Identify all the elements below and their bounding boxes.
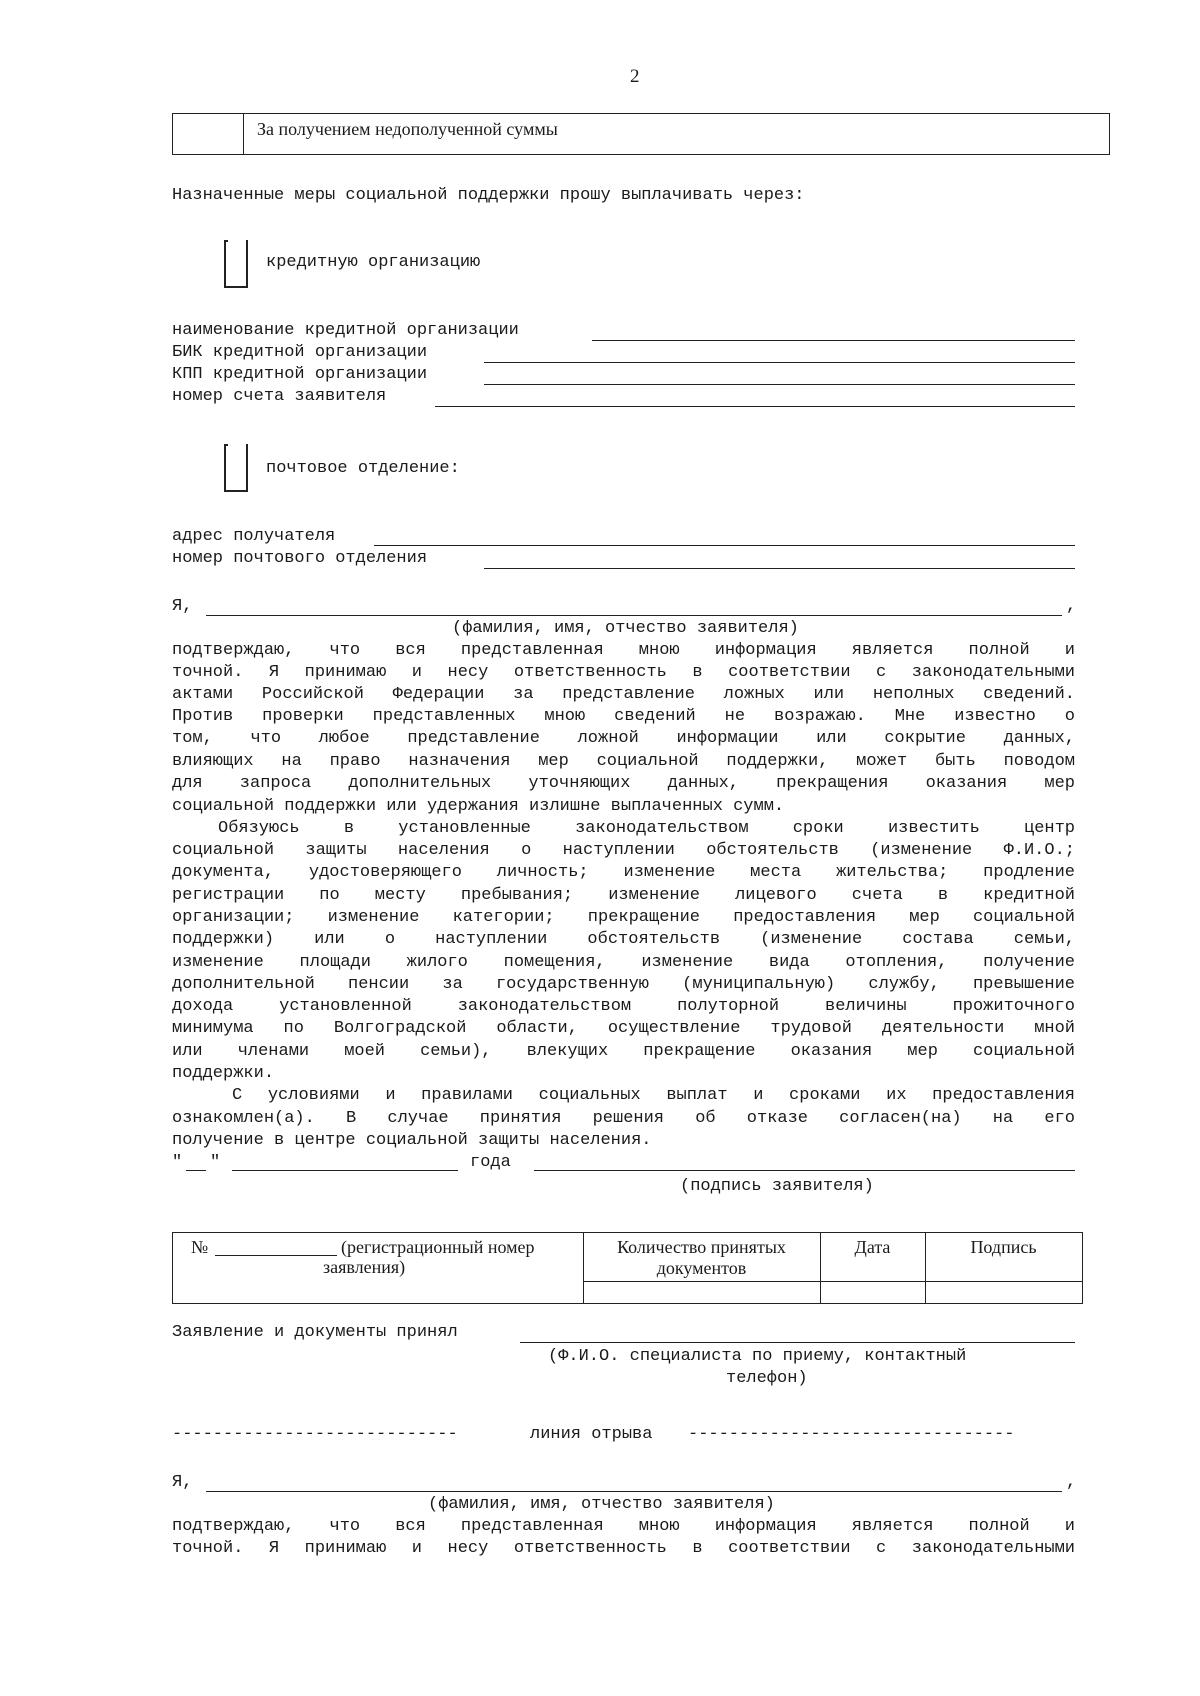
applicant-fio-field[interactable] xyxy=(206,615,1062,616)
declaration-line: дохода установленной законодательством полуторной величины прожиточного xyxy=(172,997,1075,1016)
date-cell[interactable] xyxy=(822,1283,923,1303)
declaration-line: минимума по Волгоградской области, осуществление трудовой деятельности мной xyxy=(172,1019,1075,1038)
account-number-field[interactable] xyxy=(435,406,1075,407)
bank-kpp-field[interactable] xyxy=(484,384,1075,385)
declaration-line: изменение площади жилого помещения, изменение вида отопления, получение xyxy=(172,953,1075,972)
signature-cell[interactable] xyxy=(927,1283,1080,1303)
request-type-table xyxy=(172,113,1110,155)
tearoff-fio-caption: (фамилия, имя, отчество заявителя) xyxy=(428,1495,775,1514)
reg-number-label-2: заявления) xyxy=(323,1257,406,1277)
payment-intro: Назначенные меры социальной поддержки прошу выплачивать через: xyxy=(172,186,805,205)
declaration-line: организации; изменение категории; прекращение предоставления мер социальной xyxy=(172,908,1075,927)
bank-option-label: кредитную организацию xyxy=(266,253,481,272)
received-by-label: Заявление и документы принял xyxy=(172,1323,458,1342)
bank-name-field[interactable] xyxy=(592,340,1075,341)
recipient-address-field[interactable] xyxy=(374,545,1075,546)
signature-caption: (подпись заявителя) xyxy=(680,1177,874,1196)
declaration-line: социальной поддержки или удержания излишне выплаченных сумм. xyxy=(172,797,785,816)
declaration-line: социальной защиты населения о наступлении обстоятельств (изменение Ф.И.О.; xyxy=(172,841,1075,860)
declaration-line: С условиями и правилами социальных выплат и сроками их предоставления xyxy=(232,1086,1075,1105)
declaration-line: подтверждаю, что вся представленная мною информация является полной и xyxy=(172,641,1075,660)
date-header: Дата xyxy=(854,1237,891,1257)
declaration-line: регистрации по месту пребывания; изменение лицевого счета в кредитной xyxy=(172,886,1075,905)
request-type-label: За получением недополученной суммы xyxy=(257,119,558,139)
applicant-signature-field[interactable] xyxy=(534,1170,1075,1171)
post-option-checkbox[interactable] xyxy=(224,444,248,492)
post-option-label: почтовое отделение: xyxy=(266,459,460,478)
tear-line-left: ---------------------------- xyxy=(172,1425,458,1444)
reg-number-sign: № xyxy=(191,1237,209,1257)
declaration-line: для запроса дополнительных уточняющих данных, прекращения оказания мер xyxy=(172,774,1075,793)
declaration-line: документа, удостоверяющего личность; изменение места жительства; продление xyxy=(172,863,1075,882)
tearoff-fio-field[interactable] xyxy=(206,1491,1062,1492)
declaration-line: точной. Я принимаю и несу ответственность в соответствии с законодательными xyxy=(172,663,1075,682)
bank-kpp-label: КПП кредитной организации xyxy=(172,365,428,384)
post-office-number-field[interactable] xyxy=(484,568,1075,569)
reg-number-label: (регистрационный номер xyxy=(341,1237,535,1257)
account-number-label: номер счета заявителя xyxy=(172,387,387,406)
tearoff-line: точной. Я принимаю и несу ответственность в соответствии с законодательными xyxy=(172,1539,1075,1558)
received-by-caption-2: телефон) xyxy=(726,1369,808,1388)
date-quote-open: " xyxy=(172,1153,183,1172)
request-type-checkbox-cell[interactable] xyxy=(173,114,244,154)
declaration-line: актами Российской Федерации за представление ложных или неполных сведений. xyxy=(172,685,1075,704)
tearoff-ya: Я, xyxy=(172,1473,193,1492)
declaration-line: поддержки. xyxy=(172,1064,275,1083)
bank-bik-field[interactable] xyxy=(484,362,1075,363)
declaration-line: поддержки) или о наступлении обстоятельств (изменение состава семьи, xyxy=(172,930,1075,949)
bank-name-label: наименование кредитной организации xyxy=(172,321,519,340)
applicant-fio-caption: (фамилия, имя, отчество заявителя) xyxy=(452,619,799,638)
tearoff-comma: , xyxy=(1066,1473,1077,1492)
applicant-comma: , xyxy=(1066,597,1077,616)
date-year-word: года xyxy=(470,1153,511,1172)
signature-header: Подпись xyxy=(970,1237,1037,1257)
received-by-caption: (Ф.И.О. специалиста по приему, контактный xyxy=(548,1347,967,1366)
bank-option-checkbox[interactable] xyxy=(224,240,248,288)
tearoff-line: подтверждаю, что вся представленная мною информация является полной и xyxy=(172,1517,1075,1536)
tear-line-right: -------------------------------- xyxy=(688,1425,1015,1444)
page-number: 2 xyxy=(630,66,640,87)
reg-number-field[interactable] xyxy=(215,1255,337,1256)
recipient-address-label: адрес получателя xyxy=(172,527,336,546)
date-quote-close: " xyxy=(210,1153,221,1172)
declaration-line: влияющих на право назначения мер социальной поддержки, может быть поводом xyxy=(172,752,1075,771)
declaration-line: ознакомлен(а). В случае принятия решения об отказе согласен(на) на его xyxy=(172,1109,1075,1128)
bank-bik-label: БИК кредитной организации xyxy=(172,343,428,362)
received-by-field[interactable] xyxy=(520,1342,1075,1343)
declaration-line: Против проверки представленных мною сведений не возражаю. Мне известно о xyxy=(172,707,1075,726)
post-office-number-label: номер почтового отделения xyxy=(172,549,428,568)
tear-line-label: линия отрыва xyxy=(530,1425,653,1444)
declaration-line: получение в центре социальной защиты населения. xyxy=(172,1131,652,1150)
declaration-line: или членами моей семьи), влекущих прекращение оказания мер социальной xyxy=(172,1042,1075,1061)
docs-count-cell[interactable] xyxy=(585,1283,818,1303)
declaration-line: том, что любое представление ложной информации или сокрытие данных, xyxy=(172,729,1075,748)
declaration-line: дополнительной пенсии за государственную (муниципальную) службу, превышение xyxy=(172,975,1075,994)
docs-count-header: Количество принятых xyxy=(617,1237,786,1257)
docs-count-header-2: документов xyxy=(656,1258,747,1278)
registration-table xyxy=(172,1232,1083,1304)
date-month-field[interactable] xyxy=(232,1170,458,1171)
applicant-ya: Я, xyxy=(172,597,193,616)
date-day-field[interactable] xyxy=(186,1170,206,1171)
declaration-line: Обязуюсь в установленные законодательством сроки известить центр xyxy=(218,819,1075,838)
